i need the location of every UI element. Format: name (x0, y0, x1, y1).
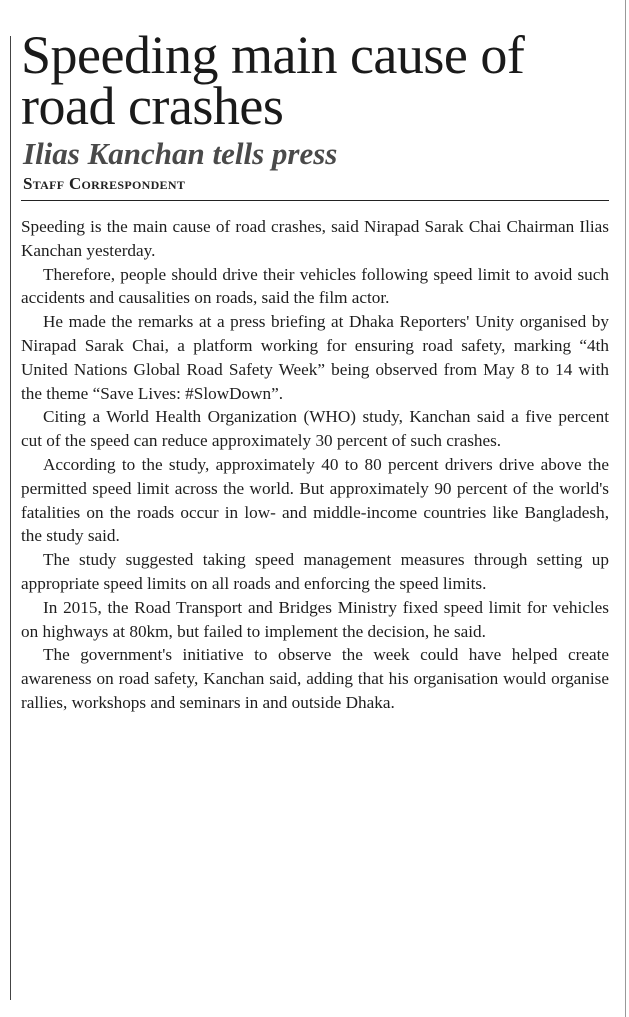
article-headline: Speeding main cause of road crashes (21, 25, 525, 136)
article-paragraph-1: Speeding is the main cause of road crashes, said Nirapad Sarak Chai Chairman Ilias Kanchan yesterday. (21, 217, 609, 260)
article-paragraph-2: Therefore, people should drive their vehicles following speed limit to avoid such accidents and causalities on roads, said the film actor. (21, 264, 609, 308)
article-paragraph-3: He made the remarks at a press briefing at Dhaka Reporters' Unity organised by Nirapad Sarak Chai, a platform working for ensuring road safety, marking “4th United Nations Global Road Safety Week” being observed from May 8 to 14 with the theme “Save Lives: #SlowDown”. (21, 312, 609, 403)
article-subheadline: Ilias Kanchan tells press (23, 136, 338, 171)
article-byline: Staff Correspondent (23, 174, 186, 193)
article-body (21, 215, 609, 715)
article-paragraph-4: Citing a World Health Organization (WHO) study, Kanchan said a five percent cut of the speed can reduce approximately 30 percent of such crashes. (21, 407, 609, 451)
column-right-edge (625, 0, 626, 1017)
byline-divider (21, 200, 609, 201)
column-left-rule (10, 36, 11, 1000)
article-paragraph-5: According to the study, approximately 40 to 80 percent drivers drive above the permitted speed limit across the world. But approximately 90 percent of the world's fatalities on the roads occur in low- and middle-income countries like Bangladesh, the study said. (21, 454, 609, 546)
news-article (21, 25, 611, 715)
article-paragraph-6: The study suggested taking speed management measures through setting up appropriate speed limits on all roads and enforcing the speed limits. (21, 550, 609, 593)
article-paragraph-7: In 2015, the Road Transport and Bridges Ministry fixed speed limit for vehicles on highways at 80km, but failed to implement the decision, he said. (21, 597, 609, 641)
article-paragraph-8: The government's initiative to observe the week could have helped create awareness on road safety, Kanchan said, adding that his organisation would organise rallies, workshops and seminars in and outside Dhaka. (21, 645, 609, 712)
